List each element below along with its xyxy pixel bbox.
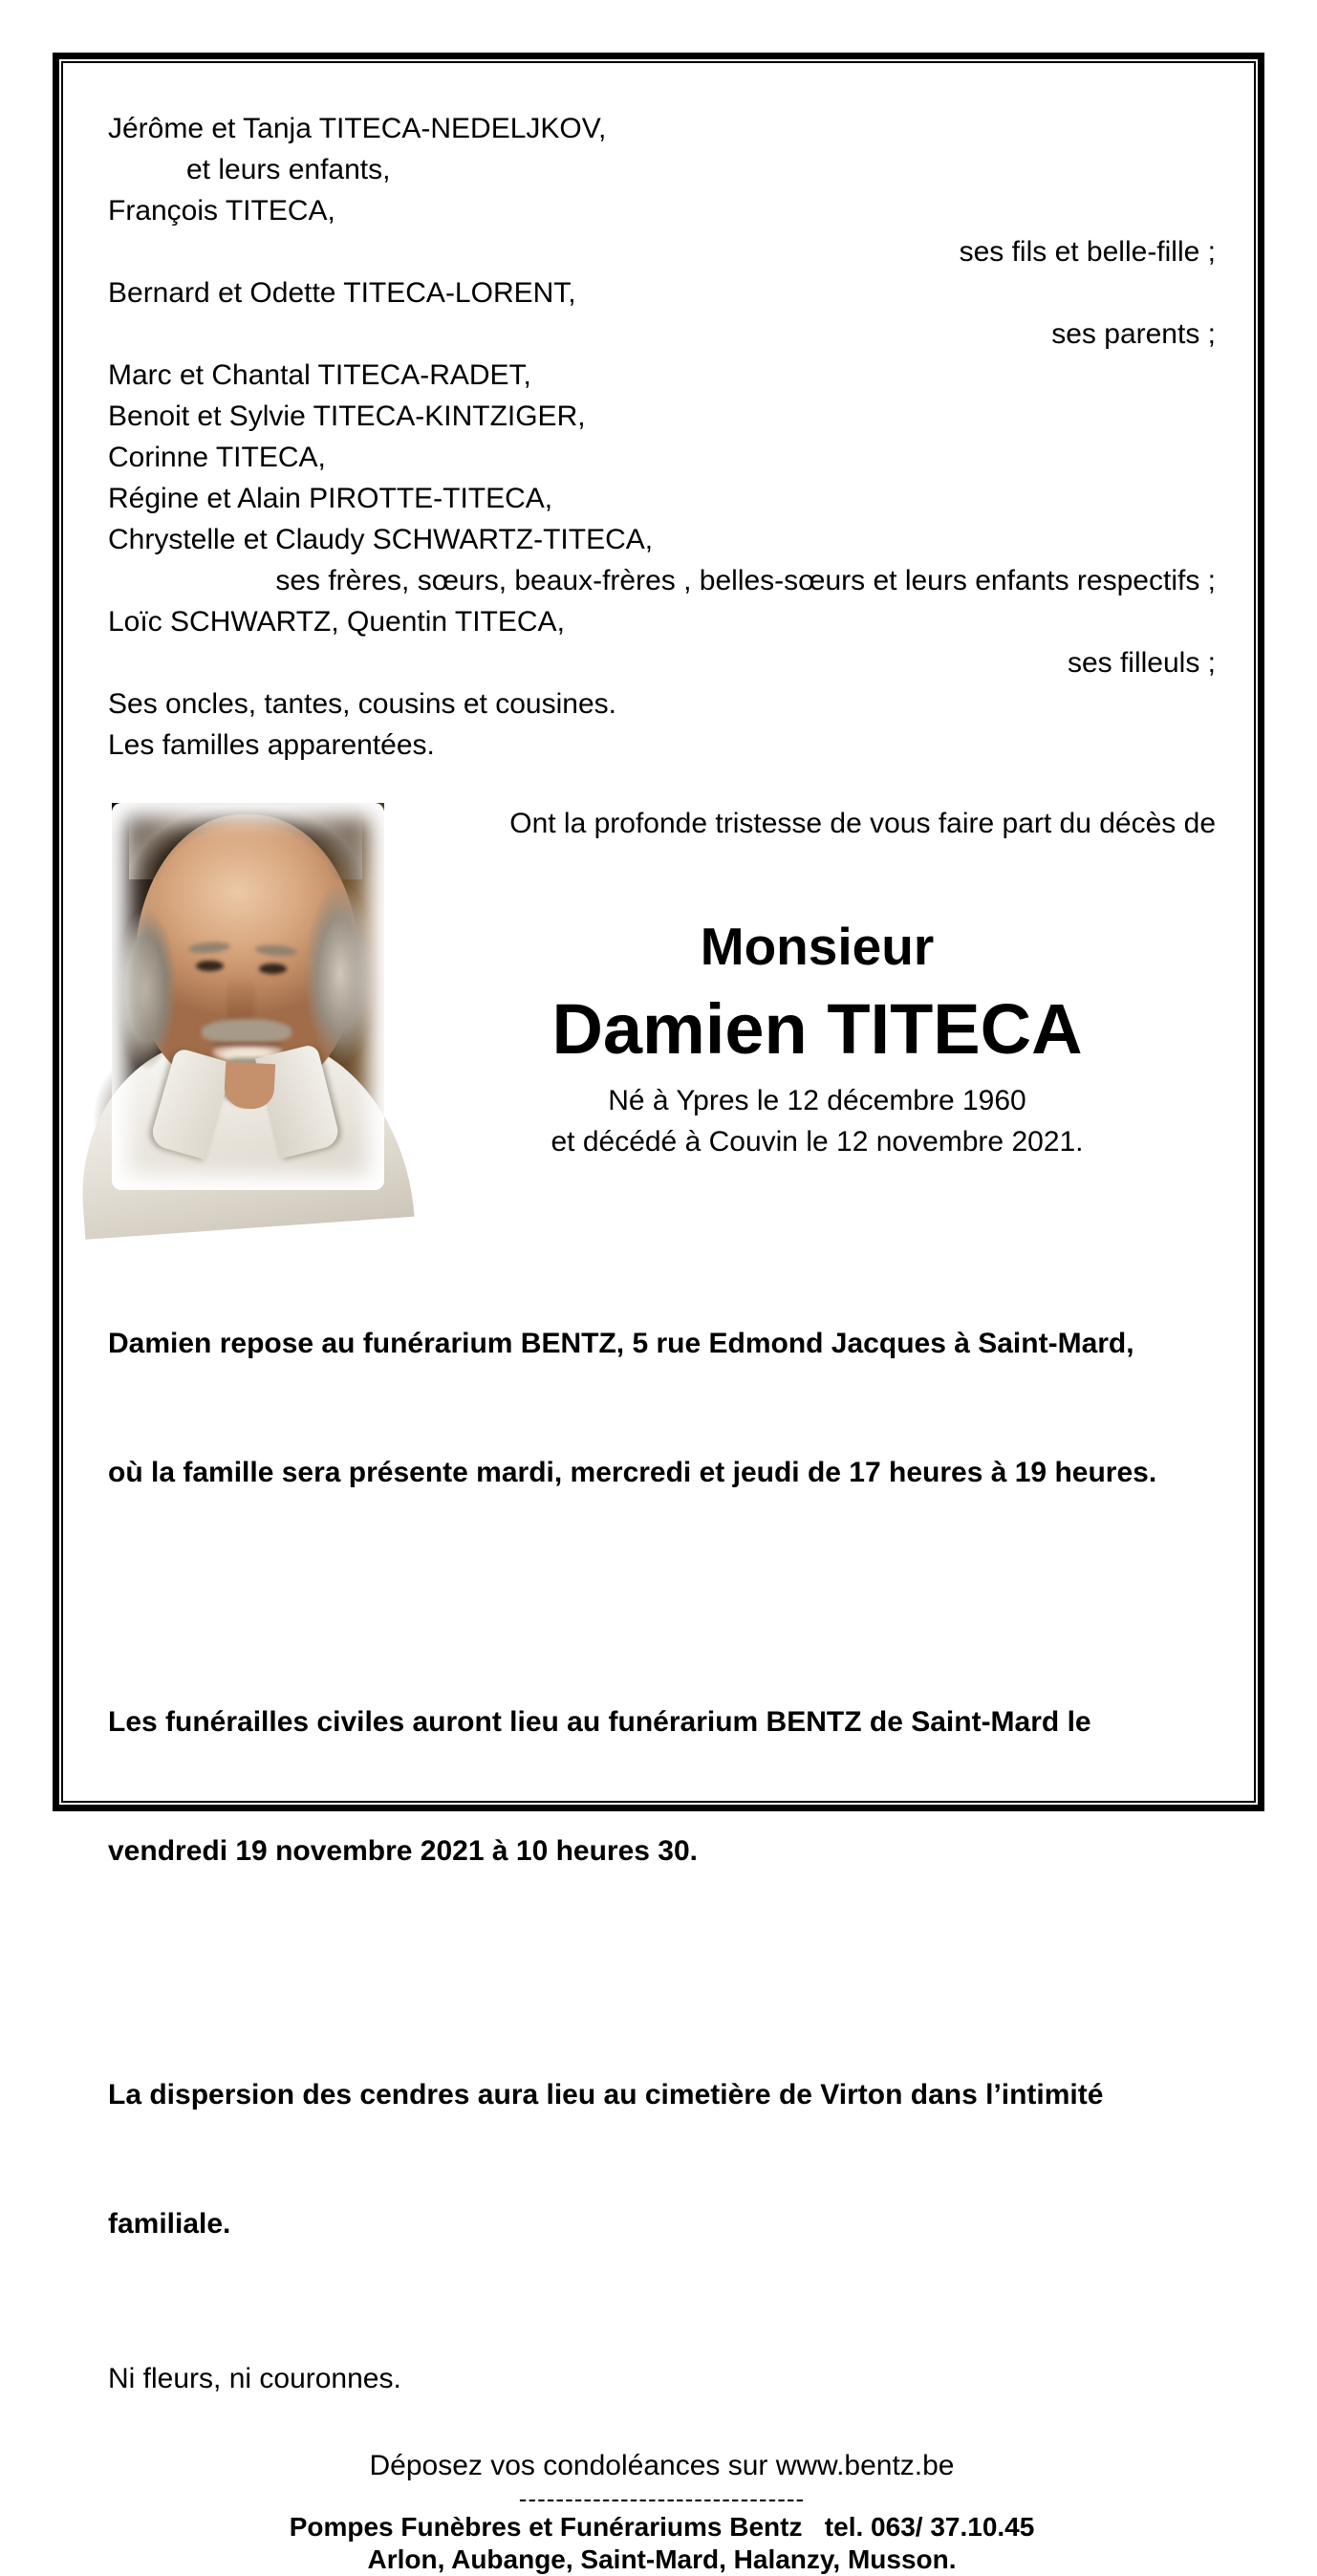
family-line: Jérôme et Tanja TITECA-NEDELJKOV, — [108, 113, 607, 144]
family-line: Corinne TITECA, — [108, 442, 326, 473]
ashes-notice — [108, 1987, 1216, 2331]
ashes-line: La dispersion des cendres aura lieu au cimetière de Virton dans l’intimité — [108, 2079, 1104, 2111]
funeral-notice — [108, 1614, 1216, 1959]
godsons-relation-label: ses filleuls ; — [1067, 647, 1216, 679]
no-flowers-note: Ni fleurs, ni couronnes. — [108, 2363, 401, 2394]
family-line: Chrystelle et Claudy SCHWARTZ-TITECA, — [108, 524, 654, 555]
repose-line: Damien repose au funérarium BENTZ, 5 rue Edmond Jacques à Saint-Mard, — [108, 1328, 1134, 1359]
family-line: Les familles apparentées. — [108, 729, 435, 761]
funeral-home-cities: Arlon, Aubange, Saint-Mard, Halanzy, Musson. — [367, 2544, 957, 2574]
family-line: Ses oncles, tantes, cousins et cousines. — [108, 688, 616, 720]
sons-relation-label: ses fils et belle-fille ; — [959, 236, 1216, 268]
family-list — [108, 108, 1216, 766]
parents-relation-label: ses parents ; — [1051, 318, 1216, 350]
repose-line: où la famille sera présente mardi, mercredi et jeudi de 17 heures à 19 heures. — [108, 1457, 1157, 1488]
announcement-text — [384, 803, 1216, 1162]
mourning-card-frame — [53, 53, 1264, 2574]
family-line: Bernard et Odette TITECA-LORENT, — [108, 277, 576, 309]
funeral-home-line: Pompes Funèbres et Funérariums Bentz tel. 063/ 37.10.45 — [289, 2512, 1035, 2542]
death-line: et décédé à Couvin le 12 novembre 2021. — [551, 1126, 1084, 1158]
family-line: Loïc SCHWARTZ, Quentin TITECA, — [108, 606, 565, 638]
family-line: Marc et Chantal TITECA-RADET, — [108, 359, 531, 391]
mourning-card-inner-border — [61, 61, 1256, 2574]
siblings-relation-label: ses frères, sœurs, beaux-frères , belles-sœurs et leurs enfants respectifs ; — [275, 565, 1216, 596]
photo-edge-fade — [112, 803, 384, 1190]
announcement-intro: Ont la profonde tristesse de vous faire part du décès de — [509, 808, 1216, 839]
repose-notice — [108, 1236, 1216, 1580]
family-line: Régine et Alain PIROTTE-TITECA, — [108, 483, 553, 514]
family-line: Benoit et Sylvie TITECA-KINTZIGER, — [108, 400, 586, 432]
dashed-separator: ------------------------------- — [518, 2484, 806, 2513]
ashes-line: familiale. — [108, 2208, 231, 2240]
announcement-section — [108, 803, 1216, 1190]
portrait-photo — [112, 803, 384, 1190]
funeral-line: Les funérailles civiles auront lieu au funérarium BENTZ de Saint-Mard le — [108, 1706, 1091, 1738]
family-line: François TITECA, — [108, 195, 335, 227]
civility-title: Monsieur — [700, 917, 935, 976]
birth-line: Né à Ypres le 12 décembre 1960 — [608, 1085, 1026, 1116]
deceased-name: Damien TITECA — [551, 989, 1083, 1069]
condolences-line: Déposez vos condoléances sur www.bentz.be — [369, 2450, 955, 2481]
funeral-line: vendredi 19 novembre 2021 à 10 heures 30. — [108, 1835, 699, 1867]
family-line: et leurs enfants, — [186, 154, 391, 185]
